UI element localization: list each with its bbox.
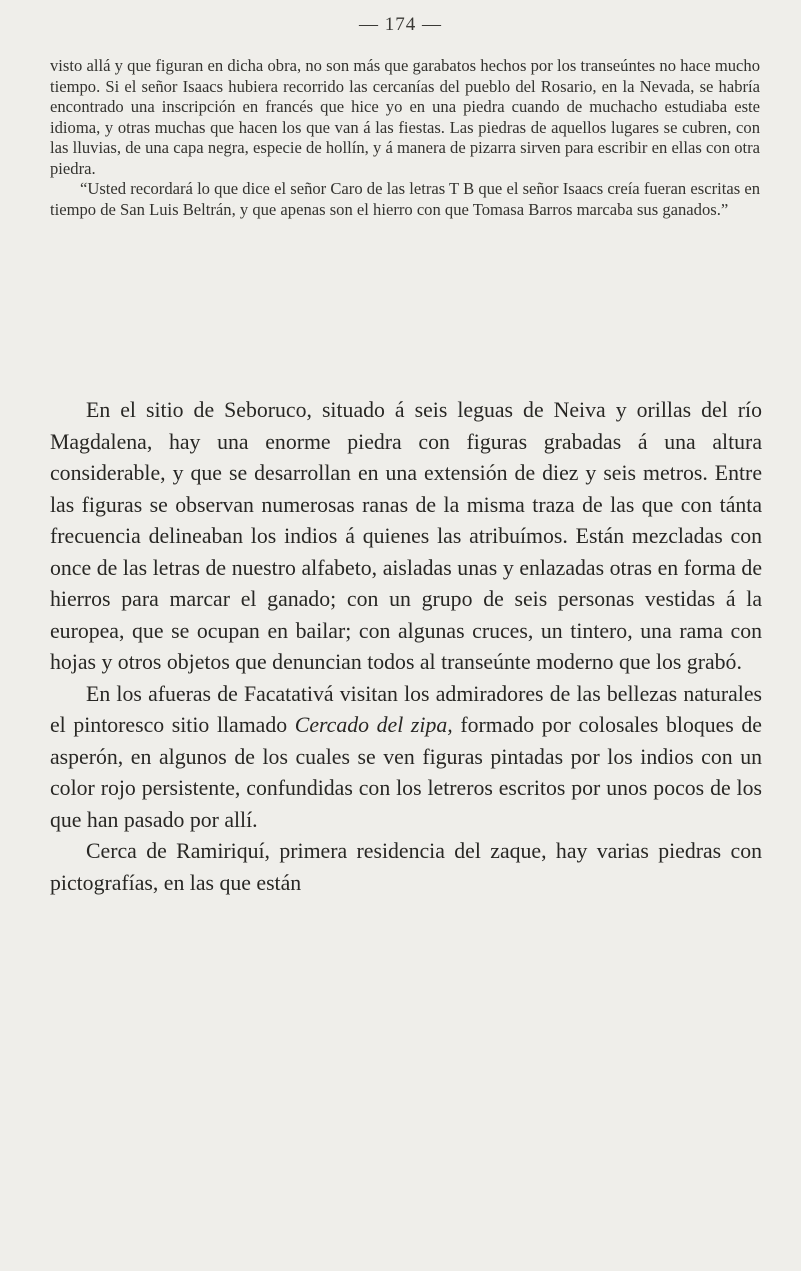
quoted-passage [50, 56, 760, 220]
quoted-paragraph-2: “Usted recordará lo que dice el señor Caro de las letras T B que el señor Isaacs creía fueran escritas en tiempo de San Luis Beltrán, y que apenas son el hierro con que Tomasa Barros marcaba sus ganados.” [50, 179, 760, 219]
paragraph-ramiriqui: Cerca de Ramiriquí, primera residencia del zaque, hay varias piedras con pictografías, en las que están [50, 839, 762, 895]
paragraph-facatativa-start: En los afueras de Facatativá visitan los admiradores de las bellezas naturales el pintoresco sitio llamado [50, 681, 762, 737]
place-name-cercado-del-zipa: Cercado del zipa, [294, 713, 453, 737]
paragraph-seboruco: En el sitio de Seboruco, situado á seis leguas de Neiva y orillas del río Magdalena, hay una enorme piedra con figuras grabadas á una altura considerable, y que se desarrollan en una extensión de diez y seis metros. Entre las figuras se observan numerosas ranas de la misma traza de las que con tánta frecuencia delineaban los indios á quienes las atribuímos. Están mezcladas con once de las letras de nuestro alfabeto, aisladas unas y enlazadas otras en forma de hierros para marcar el ganado; con un grupo de seis personas vestidas á la europea, que se ocupan en bailar; con algunas cruces, un tintero, una rama con hojas y otros objetos que denuncian todos al transeúnte moderno que los grabó. [50, 398, 762, 674]
paragraph-facatativa-end: formado por colosales bloques de asperón, en algunos de los cuales se ven figuras pintadas por los indios con un color rojo persistente, confundidas con los letreros escritos por unos pocos de los que han pasado por allí. [50, 713, 762, 832]
paragraph-facatativa [50, 679, 762, 837]
main-text [50, 395, 762, 899]
page-number: — 174 — [359, 14, 442, 35]
quoted-paragraph-1: visto allá y que figuran en dicha obra, no son más que garabatos hechos por los transeúntes no hace mucho tiempo. Si el señor Isaacs hubiera recorrido las cercanías del pueblo del Rosario, en la Nevada, se habría encontrado una inscripción en francés que hice yo en una piedra cuando de muchacho estudiaba este idioma, y otras muchas que hacen los que van á las fiestas. Las piedras de aquellos lugares se cubren, con las lluvias, de una capa negra, especie de hollín, y á manera de pizarra sirven para escribir en ellas con otra piedra. [50, 56, 760, 178]
